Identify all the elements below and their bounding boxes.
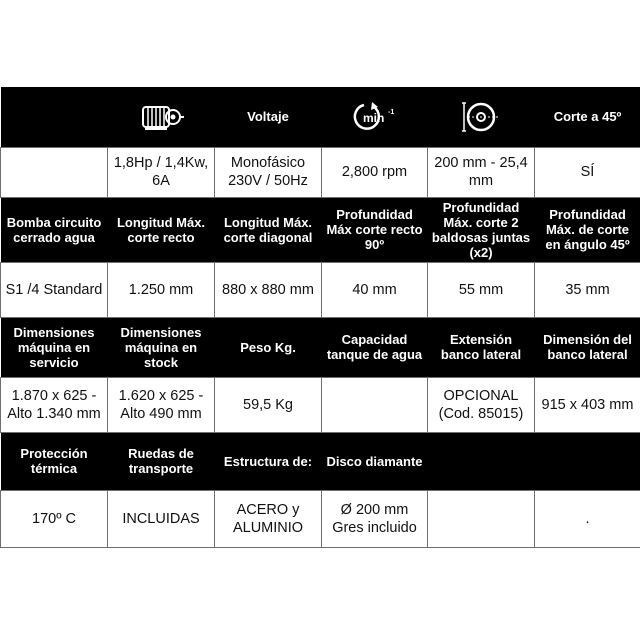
header-cell-profundidad-x2: Profundidad Máx. corte 2 baldosas juntas (x2) [428,197,535,262]
header-cell-dim-stock: Dimensiones máquina en stock [108,317,215,377]
value-cell-proteccion: 170º C [1,490,108,547]
header-cell-rpm [322,87,428,147]
value-cell-dim-banco: 915 x 403 mm [535,377,640,432]
spec-table [0,87,640,548]
svg-text:min: min [362,110,384,125]
header-cell-proteccion: Protección térmica [1,432,108,490]
header-cell-profundidad-90: Profundidad Máx corte recto 90º [322,197,428,262]
header-row-2 [1,197,640,262]
value-cell-power: 1,8Hp / 1,4Kw, 6A [108,147,215,197]
value-cell-longitud-diagonal: 880 x 880 mm [215,262,322,317]
header-cell-dim-banco: Dimensión del banco lateral [535,317,640,377]
value-cell-profundidad-45: 35 mm [535,262,640,317]
value-cell-tanque [322,377,428,432]
header-cell-dim-servicio: Dimensiones máquina en servicio [1,317,108,377]
value-cell-disc: 200 mm - 25,4 mm [428,147,535,197]
motor-icon [137,101,185,133]
diamond-disc-icon [458,100,504,134]
header-cell-empty [428,432,535,490]
value-row-4 [1,490,640,547]
header-cell-extension: Extensión banco lateral [428,317,535,377]
value-cell-disco: Ø 200 mm Gres incluido [322,490,428,547]
value-cell-bomba: S1 /4 Standard [1,262,108,317]
value-cell-rpm: 2,800 rpm [322,147,428,197]
header-cell-longitud-diagonal: Longitud Máx. corte diagonal [215,197,322,262]
value-row-1 [1,147,640,197]
value-row-2 [1,262,640,317]
value-cell-extension: OPCIONAL (Cod. 85015) [428,377,535,432]
value-cell-estructura: ACERO y ALUMINIO [215,490,322,547]
header-cell-disc [428,87,535,147]
value-cell-longitud-recto: 1.250 mm [108,262,215,317]
value-cell-profundidad-90: 40 mm [322,262,428,317]
header-cell-disco: Disco diamante [322,432,428,490]
header-row-1 [1,87,640,147]
header-cell-empty [535,432,640,490]
value-cell-peso: 59,5 Kg [215,377,322,432]
value-cell-profundidad-x2: 55 mm [428,262,535,317]
header-cell-tanque: Capacidad tanque de agua [322,317,428,377]
header-cell-estructura: Estructura de: [215,432,322,490]
header-cell-empty [1,87,108,147]
header-cell-bomba: Bomba circuito cerrado agua [1,197,108,262]
svg-text:-1: -1 [387,108,394,116]
header-cell-ruedas: Ruedas de transporte [108,432,215,490]
value-row-3 [1,377,640,432]
value-cell-mark: . [535,490,640,547]
value-cell-dim-stock: 1.620 x 625 - Alto 490 mm [108,377,215,432]
header-cell-voltaje: Voltaje [215,87,322,147]
header-cell-corte45: Corte a 45º [535,87,640,147]
value-cell-ruedas: INCLUIDAS [108,490,215,547]
value-cell-dim-servicio: 1.870 x 625 - Alto 1.340 mm [1,377,108,432]
value-cell [1,147,108,197]
header-cell-longitud-recto: Longitud Máx. corte recto [108,197,215,262]
header-cell-profundidad-45: Profundidad Máx. de corte en ángulo 45º [535,197,640,262]
header-row-4 [1,432,640,490]
header-row-3 [1,317,640,377]
value-cell-voltage: Monofásico 230V / 50Hz [215,147,322,197]
header-cell-motor [108,87,215,147]
value-cell-empty [428,490,535,547]
rpm-min-icon [350,101,400,133]
value-cell-corte45: SÍ [535,147,640,197]
header-cell-peso: Peso Kg. [215,317,322,377]
